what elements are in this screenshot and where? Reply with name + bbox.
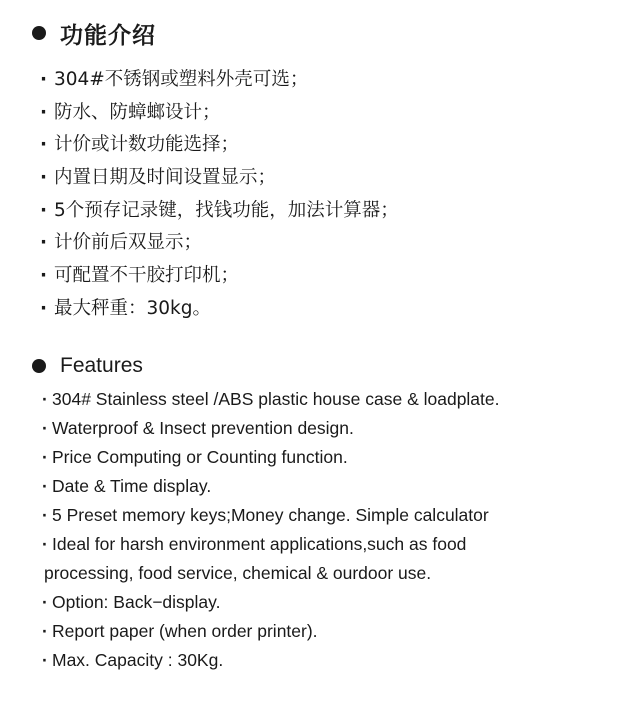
- list-item: [40, 260, 399, 293]
- list-item: [42, 530, 500, 588]
- list-item: [40, 64, 399, 97]
- list-item: [42, 501, 500, 530]
- list-item-text: 计价或计数功能选择；: [54, 134, 240, 156]
- list-marker: ·: [42, 621, 48, 641]
- list-item-text: 防水、防蟑螂设计；: [54, 101, 221, 123]
- list-marker: ·: [40, 297, 48, 319]
- bullet-dot-icon: [32, 26, 46, 40]
- list-item: [40, 162, 399, 195]
- list-item-text: Date & Time display.: [52, 476, 212, 496]
- list-item: [42, 588, 500, 617]
- list-marker: ·: [40, 134, 48, 156]
- list-item-text: 304#不锈钢或塑料外壳可选；: [54, 69, 309, 90]
- list-item-text: Waterproof & Insect prevention design.: [52, 418, 354, 438]
- bullet-dot-icon: [32, 359, 46, 373]
- list-item: [42, 443, 500, 472]
- list-marker: ·: [42, 650, 48, 670]
- list-item: [40, 97, 399, 130]
- list-item: [40, 195, 399, 228]
- list-item-text: 5 Preset memory keys;Money change. Simple calculator: [52, 505, 489, 525]
- list-item-text: 最大秤重：30kg。: [54, 297, 211, 319]
- list-item-text: Price Computing or Counting function.: [52, 447, 348, 467]
- list-item-text: Report paper (when order printer).: [52, 621, 318, 641]
- list-marker: ·: [40, 232, 48, 254]
- list-item-text: 5个预存记录键，找钱功能，加法计算器；: [54, 199, 399, 221]
- list-marker: ·: [40, 69, 48, 90]
- list-item-text: Max. Capacity : 30Kg.: [52, 650, 224, 670]
- list-item-text: 内置日期及时间设置显示；: [54, 167, 277, 189]
- list-item-text: Option: Back−display.: [52, 592, 221, 612]
- list-item: [42, 646, 500, 675]
- list-item: [40, 129, 399, 162]
- list-marker: ·: [42, 592, 48, 612]
- list-item: [42, 414, 500, 443]
- section-heading-english: [32, 352, 143, 380]
- section-heading-chinese: [32, 18, 156, 48]
- list-item: [40, 293, 399, 326]
- list-item-continuation: processing, food service, chemical & ourdoor use.: [44, 563, 432, 583]
- heading-text: Features: [60, 354, 143, 377]
- list-marker: ·: [42, 534, 48, 554]
- list-item-text: 304# Stainless steel /ABS plastic house case & loadplate.: [52, 389, 500, 409]
- list-item: [42, 385, 500, 414]
- list-marker: ·: [42, 418, 48, 438]
- list-marker: ·: [42, 389, 48, 409]
- list-marker: ·: [40, 167, 48, 189]
- list-marker: ·: [40, 101, 48, 123]
- list-item: [42, 472, 500, 501]
- feature-list-chinese: [40, 64, 399, 326]
- list-marker: ·: [40, 199, 48, 221]
- list-marker: ·: [42, 505, 48, 525]
- list-marker: ·: [42, 476, 48, 496]
- list-marker: ·: [42, 447, 48, 467]
- list-item-text: 计价前后双显示；: [54, 232, 203, 254]
- list-item-text: 可配置不干胶打印机；: [54, 265, 240, 287]
- list-item: [40, 227, 399, 260]
- list-item-text: Ideal for harsh environment applications,such as food: [52, 534, 467, 554]
- list-marker: ·: [40, 265, 48, 287]
- list-item: [42, 617, 500, 646]
- heading-text: 功能介绍: [60, 22, 156, 49]
- feature-list-english: [42, 385, 500, 675]
